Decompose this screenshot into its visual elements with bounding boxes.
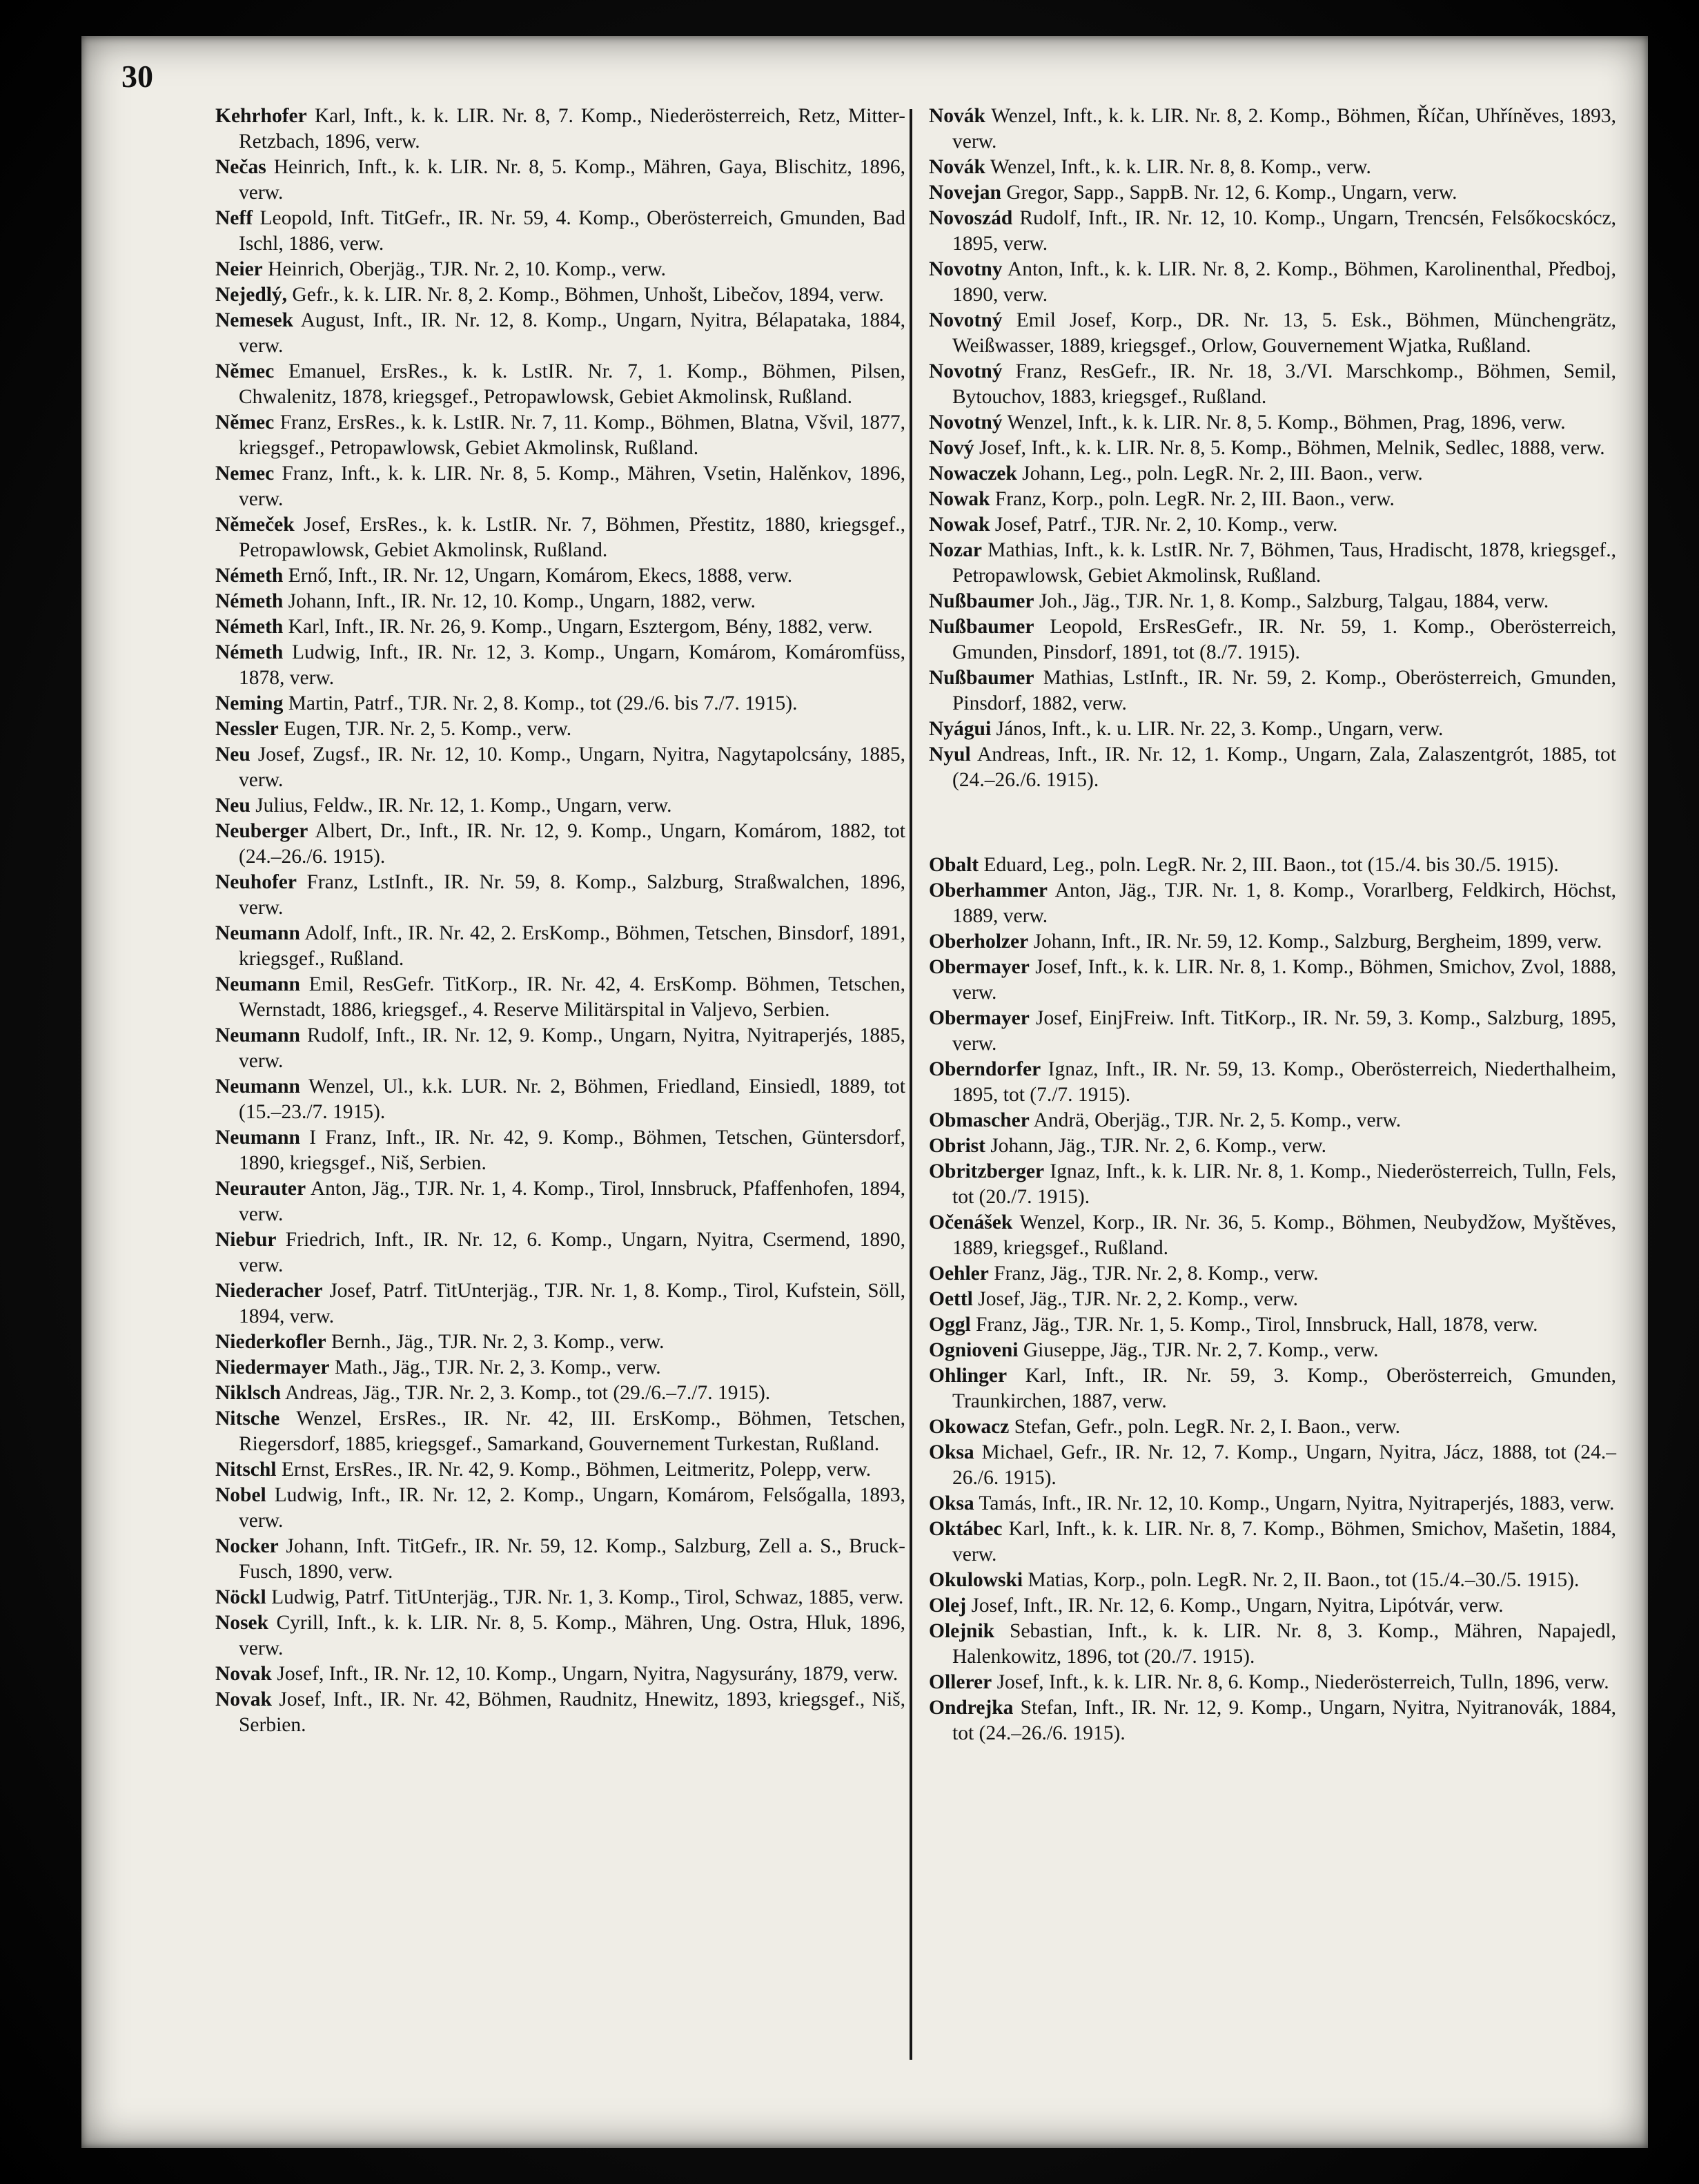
entry-surname: Nessler: [215, 718, 279, 740]
list-entry: [929, 852, 1616, 878]
entry-surname: Oberholzer: [929, 930, 1029, 953]
entry-surname: Ondrejka: [929, 1697, 1014, 1719]
entry-details: Rudolf, Inft., IR. Nr. 12, 9. Komp., Ungarn, Nyitra, Nyitraperjés, 1885, verw.: [239, 1024, 905, 1072]
entry-surname: Nußbaumer: [929, 590, 1034, 612]
list-entry: [215, 640, 905, 691]
entry-details: Josef, Inft., k. k. LIR. Nr. 8, 1. Komp., Böhmen, Smichov, Zvol, 1888, verw.: [952, 956, 1617, 1004]
entry-surname: Ognioveni: [929, 1339, 1019, 1361]
entry-details: Johann, Leg., poln. LegR. Nr. 2, III. Baon., verw.: [1022, 462, 1423, 485]
entry-surname: Nemesek: [215, 309, 294, 331]
entry-surname: Németh: [215, 590, 284, 612]
entry-surname: Novoszád: [929, 207, 1013, 229]
entry-surname: Nyul: [929, 743, 971, 766]
entry-surname: Němeček: [215, 514, 295, 536]
entry-details: Johann, Jäg., TJR. Nr. 2, 6. Komp., verw.: [990, 1135, 1327, 1157]
list-entry: [929, 1133, 1616, 1159]
entry-surname: Neumann: [215, 922, 300, 944]
section-gap: [929, 793, 1616, 852]
entry-details: Karl, Inft., IR. Nr. 59, 3. Komp., Oberösterreich, Gmunden, Traunkirchen, 1887, verw.: [952, 1365, 1616, 1412]
list-entry: [215, 1610, 905, 1661]
list-entry: [215, 921, 905, 972]
entry-surname: Ollerer: [929, 1671, 992, 1693]
entry-surname: Németh: [215, 565, 284, 587]
entry-details: Eugen, TJR. Nr. 2, 5. Komp., verw.: [284, 718, 572, 740]
list-entry: [929, 614, 1616, 665]
list-entry: [929, 1363, 1616, 1414]
entry-surname: Neming: [215, 692, 284, 714]
entry-details: Adolf, Inft., IR. Nr. 42, 2. ErsKomp., Böhmen, Tetschen, Binsdorf, 1891, kriegsgef., Rußland.: [239, 922, 906, 970]
entry-details: Wenzel, ErsRes., IR. Nr. 42, III. ErsKomp., Böhmen, Tetschen, Riegersdorf, 1885, kriegsgef., Samarkand, Gouvernement Turkestan, Rußland.: [239, 1407, 906, 1455]
list-entry: [929, 436, 1616, 461]
entry-details: Johann, Inft., IR. Nr. 59, 12. Komp., Salzburg, Bergheim, 1899, verw.: [1033, 930, 1602, 953]
entry-details: Gefr., k. k. LIR. Nr. 8, 2. Komp., Böhmen, Unhošt, Libečov, 1894, verw.: [292, 284, 884, 306]
entry-surname: Nöckl: [215, 1586, 266, 1608]
entry-surname: Nußbaumer: [929, 616, 1034, 638]
list-entry: [929, 1210, 1616, 1261]
list-entry: [215, 206, 905, 257]
entry-surname: Novak: [215, 1663, 272, 1685]
entry-surname: Neumann: [215, 1024, 300, 1046]
entry-surname: Novotný: [929, 411, 1003, 433]
entry-details: Johann, Inft., IR. Nr. 12, 10. Komp., Ungarn, 1882, verw.: [288, 590, 756, 612]
list-entry: [215, 1355, 905, 1381]
entry-details: Karl, Inft., IR. Nr. 26, 9. Komp., Ungarn, Esztergom, Bény, 1882, verw.: [288, 616, 873, 638]
entry-details: Josef, Patrf., TJR. Nr. 2, 10. Komp., verw.: [994, 514, 1338, 536]
entry-details: Mathias, Inft., k. k. LstIR. Nr. 7, Böhmen, Taus, Hradischt, 1878, kriegsgef., Petropawlowsk, Gebiet Akmolinsk, Rußland.: [952, 539, 1616, 587]
entry-details: Franz, LstInft., IR. Nr. 59, 8. Komp., Salzburg, Straßwalchen, 1896, verw.: [239, 871, 906, 919]
list-entry: [215, 282, 905, 308]
entry-surname: Nitschl: [215, 1459, 277, 1481]
list-entry: [215, 1125, 905, 1176]
entry-details: Friedrich, Inft., IR. Nr. 12, 6. Komp., Ungarn, Nyitra, Csermend, 1890, verw.: [239, 1229, 905, 1276]
entry-surname: Nowak: [929, 514, 990, 536]
list-entry: [929, 1261, 1616, 1287]
entry-surname: Nitsche: [215, 1407, 280, 1430]
entry-details: Andrä, Oberjäg., TJR. Nr. 2, 5. Komp., verw.: [1033, 1109, 1402, 1131]
list-entry: [929, 1057, 1616, 1108]
list-entry: [215, 742, 905, 793]
entry-surname: Niebur: [215, 1229, 277, 1251]
list-entry: [215, 563, 905, 589]
list-entry: [929, 308, 1616, 359]
entry-details: Ludwig, Patrf. TitUnterjäg., TJR. Nr. 1, 3. Komp., Tirol, Schwaz, 1885, verw.: [271, 1586, 904, 1608]
entry-details: Matias, Korp., poln. LegR. Nr. 2, II. Baon., tot (15./4.–30./5. 1915).: [1028, 1569, 1580, 1591]
entry-surname: Novotný: [929, 309, 1003, 331]
list-entry: [215, 1483, 905, 1534]
entry-details: János, Inft., k. u. LIR. Nr. 22, 3. Komp., Ungarn, verw.: [996, 718, 1444, 740]
list-entry: [215, 614, 905, 640]
entry-details: Andreas, Jäg., TJR. Nr. 2, 3. Komp., tot (29./6.–7./7. 1915).: [284, 1382, 771, 1404]
entry-details: August, Inft., IR. Nr. 12, 8. Komp., Ungarn, Nyitra, Bélapataka, 1884, verw.: [239, 309, 905, 357]
list-entry: [215, 1074, 905, 1125]
entry-surname: Okowacz: [929, 1416, 1010, 1438]
list-entry: [215, 104, 905, 155]
entry-details: Josef, Inft., IR. Nr. 12, 10. Komp., Ungarn, Nyitra, Nagysurány, 1879, verw.: [277, 1663, 898, 1685]
entry-details: Anton, Inft., k. k. LIR. Nr. 8, 2. Komp., Böhmen, Karolinenthal, Předboj, 1890, verw.: [952, 258, 1616, 306]
list-entry: [929, 206, 1616, 257]
entry-surname: Olejnik: [929, 1620, 995, 1642]
entry-details: Gregor, Sapp., SappB. Nr. 12, 6. Komp., Ungarn, verw.: [1006, 182, 1457, 204]
list-entry: [215, 1381, 905, 1406]
entry-surname: Oggl: [929, 1314, 971, 1336]
entry-surname: Neu: [215, 743, 251, 766]
entry-details: Mathias, LstInft., IR. Nr. 59, 2. Komp., Oberösterreich, Gmunden, Pinsdorf, 1882, verw.: [952, 667, 1616, 714]
entry-surname: Németh: [215, 616, 284, 638]
left-column: [215, 104, 905, 1738]
entry-details: Leopold, Inft. TitGefr., IR. Nr. 59, 4. Komp., Oberösterreich, Gmunden, Bad Ischl, 1886, verw.: [239, 207, 905, 255]
list-entry: [929, 1491, 1616, 1517]
list-entry: [929, 716, 1616, 742]
list-entry: [929, 742, 1616, 793]
entry-surname: Neumann: [215, 1127, 300, 1149]
entry-details: Ernő, Inft., IR. Nr. 12, Ungarn, Komárom, Ekecs, 1888, verw.: [288, 565, 793, 587]
entry-surname: Nocker: [215, 1535, 279, 1557]
entry-surname: Neumann: [215, 973, 300, 995]
entry-details: Karl, Inft., k. k. LIR. Nr. 8, 7. Komp., Böhmen, Smichov, Mašetin, 1884, verw.: [952, 1518, 1617, 1566]
entry-details: Johann, Inft. TitGefr., IR. Nr. 59, 12. Komp., Salzburg, Zell a. S., Bruck-Fusch, 1890, verw.: [239, 1535, 906, 1583]
entry-details: Rudolf, Inft., IR. Nr. 12, 10. Komp., Ungarn, Trencsén, Felsőkocskócz, 1895, verw.: [952, 207, 1617, 255]
list-entry: [929, 1414, 1616, 1440]
entry-surname: Nemec: [215, 462, 275, 485]
entry-surname: Novak: [215, 1688, 272, 1710]
list-entry: [929, 589, 1616, 614]
list-entry: [929, 665, 1616, 716]
entry-details: Franz, Inft., k. k. LIR. Nr. 8, 5. Komp., Mähren, Vsetin, Halěnkov, 1896, verw.: [239, 462, 906, 510]
entry-surname: Nosek: [215, 1612, 269, 1634]
entry-surname: Nußbaumer: [929, 667, 1034, 689]
entry-details: Andreas, Inft., IR. Nr. 12, 1. Komp., Ungarn, Zala, Zalaszentgrót, 1885, tot (24.–26./6. 1915).: [952, 743, 1616, 791]
entry-surname: Nejedlý,: [215, 284, 288, 306]
entry-details: Heinrich, Inft., k. k. LIR. Nr. 8, 5. Komp., Mähren, Gaya, Blischitz, 1896, verw.: [239, 156, 906, 204]
entry-surname: Nozar: [929, 539, 982, 561]
entry-details: Franz, ErsRes., k. k. LstIR. Nr. 7, 11. Komp., Böhmen, Blatna, Všvil, 1877, kriegsgef., Petropawlowsk, Gebiet Akmolinsk, Rußland.: [239, 411, 905, 459]
list-entry: [929, 929, 1616, 955]
entry-surname: Nečas: [215, 156, 266, 178]
entry-details: Josef, Inft., IR. Nr. 42, Böhmen, Raudnitz, Hnewitz, 1893, kriegsgef., Niš, Serbien.: [239, 1688, 905, 1736]
entry-surname: Ohlinger: [929, 1365, 1008, 1387]
entry-details: Franz, Korp., poln. LegR. Nr. 2, III. Baon., verw.: [994, 488, 1395, 510]
list-entry: [929, 1593, 1616, 1619]
entry-details: Josef, Inft., IR. Nr. 12, 6. Komp., Ungarn, Nyitra, Lipótvár, verw.: [971, 1595, 1504, 1617]
entry-surname: Obermayer: [929, 1007, 1030, 1029]
list-entry: [215, 1227, 905, 1278]
entry-surname: Očenášek: [929, 1211, 1013, 1234]
list-entry: [929, 1006, 1616, 1057]
entry-surname: Obmascher: [929, 1109, 1030, 1131]
entry-surname: Nobel: [215, 1484, 266, 1506]
entry-details: Josef, Inft., k. k. LIR. Nr. 8, 6. Komp., Niederösterreich, Tulln, 1896, verw.: [996, 1671, 1609, 1693]
list-entry: [215, 819, 905, 870]
entry-details: Wenzel, Korp., IR. Nr. 36, 5. Komp., Böhmen, Neubydžow, Myštěves, 1889, kriegsgef., Rußland.: [952, 1211, 1616, 1259]
entry-surname: Novotný: [929, 360, 1003, 382]
list-entry: [215, 1661, 905, 1687]
entry-surname: Novák: [929, 105, 985, 127]
entry-surname: Niederkofler: [215, 1331, 326, 1353]
list-entry: [929, 1568, 1616, 1593]
list-entry: [215, 1457, 905, 1483]
list-entry: [215, 691, 905, 716]
entry-surname: Novejan: [929, 182, 1001, 204]
list-entry: [215, 589, 905, 614]
entry-details: Anton, Jäg., TJR. Nr. 1, 8. Komp., Vorarlberg, Feldkirch, Höchst, 1889, verw.: [952, 879, 1617, 927]
list-entry: [215, 461, 905, 512]
entry-details: Ignaz, Inft., k. k. LIR. Nr. 8, 1. Komp., Niederösterreich, Tulln, Fels, tot (20./7. 1915).: [952, 1160, 1617, 1208]
list-entry: [215, 1687, 905, 1738]
entry-surname: Niklsch: [215, 1382, 282, 1404]
entry-surname: Niedermayer: [215, 1356, 330, 1378]
column-divider: [910, 109, 912, 2060]
entry-details: Ernst, ErsRes., IR. Nr. 42, 9. Komp., Böhmen, Leitmeritz, Polepp, verw.: [281, 1459, 872, 1481]
entry-surname: Novák: [929, 156, 985, 178]
entry-surname: Obrist: [929, 1135, 985, 1157]
list-entry: [929, 180, 1616, 206]
entry-details: Anton, Jäg., TJR. Nr. 1, 4. Komp., Tirol, Innsbruck, Pfaffenhofen, 1894, verw.: [239, 1178, 906, 1225]
list-entry: [929, 512, 1616, 538]
list-entry: [215, 410, 905, 461]
list-entry: [929, 1287, 1616, 1312]
list-entry: [929, 1619, 1616, 1670]
list-entry: [215, 512, 905, 563]
list-entry: [929, 1695, 1616, 1746]
list-entry: [215, 1176, 905, 1227]
list-entry: [929, 410, 1616, 436]
entry-details: Ludwig, Inft., IR. Nr. 12, 2. Komp., Ungarn, Komárom, Felsőgalla, 1893, verw.: [239, 1484, 906, 1532]
entry-details: Martin, Patrf., TJR. Nr. 2, 8. Komp., tot (29./6. bis 7./7. 1915).: [288, 692, 798, 714]
list-entry: [215, 155, 905, 206]
list-entry: [929, 257, 1616, 308]
entry-surname: Obalt: [929, 854, 979, 876]
list-entry: [929, 1312, 1616, 1338]
entry-details: Franz, Jäg., TJR. Nr. 2, 8. Komp., verw.: [994, 1262, 1319, 1285]
entry-surname: Neier: [215, 258, 263, 280]
entry-details: Josef, ErsRes., k. k. LstIR. Nr. 7, Böhmen, Přestitz, 1880, kriegsgef., Petropawlowsk, Gebiet Akmolinsk, Rußland.: [239, 514, 905, 561]
entry-details: Josef, Jäg., TJR. Nr. 2, 2. Komp., verw.: [978, 1288, 1299, 1310]
entry-surname: Okulowski: [929, 1569, 1023, 1591]
list-entry: [215, 359, 905, 410]
entry-surname: Nowak: [929, 488, 990, 510]
entry-surname: Kehrhofer: [215, 105, 307, 127]
entry-details: Michael, Gefr., IR. Nr. 12, 7. Komp., Ungarn, Nyitra, Jácz, 1888, tot (24.–26./6. 1915).: [952, 1441, 1617, 1489]
list-entry: [215, 1585, 905, 1610]
entry-surname: Novotny: [929, 258, 1003, 280]
entry-surname: Niederacher: [215, 1280, 323, 1302]
list-entry: [929, 878, 1616, 929]
entry-details: Emil, ResGefr. TitKorp., IR. Nr. 42, 4. ErsKomp. Böhmen, Tetschen, Wernstadt, 1886, kriegsgef., 4. Reserve Militärspital in Valjevo, Serbien.: [239, 973, 905, 1021]
list-entry: [215, 793, 905, 819]
entry-details: Josef, Zugsf., IR. Nr. 12, 10. Komp., Ungarn, Nyitra, Nagytapolcsány, 1885, verw.: [239, 743, 906, 791]
list-entry: [215, 308, 905, 359]
entry-details: Heinrich, Oberjäg., TJR. Nr. 2, 10. Komp., verw.: [268, 258, 666, 280]
entry-surname: Nyágui: [929, 718, 992, 740]
entry-surname: Neuberger: [215, 820, 308, 842]
list-entry: [929, 359, 1616, 410]
entry-surname: Obritzberger: [929, 1160, 1045, 1182]
entry-details: Ludwig, Inft., IR. Nr. 12, 3. Komp., Ungarn, Komárom, Komáromfüss, 1878, verw.: [239, 641, 905, 689]
entry-surname: Oksa: [929, 1441, 974, 1463]
entry-details: Albert, Dr., Inft., IR. Nr. 12, 9. Komp., Ungarn, Komárom, 1882, tot (24.–26./6. 1915).: [239, 820, 905, 868]
entry-surname: Oehler: [929, 1262, 989, 1285]
entry-details: Wenzel, Inft., k. k. LIR. Nr. 8, 5. Komp., Böhmen, Prag, 1896, verw.: [1007, 411, 1566, 433]
entry-details: Franz, Jäg., TJR. Nr. 1, 5. Komp., Tirol, Innsbruck, Hall, 1878, verw.: [976, 1314, 1538, 1336]
entry-details: Emil Josef, Korp., DR. Nr. 13, 5. Esk., Böhmen, Münchengrätz, Weißwasser, 1889, kriegsgef., Orlow, Gouvernement Wjatka, Rußland.: [952, 309, 1617, 357]
entry-details: Emanuel, ErsRes., k. k. LstIR. Nr. 7, 1. Komp., Böhmen, Pilsen, Chwalenitz, 1878, kriegsgef., Petropawlowsk, Gebiet Akmolinsk, Rußland.: [239, 360, 905, 408]
list-entry: [215, 972, 905, 1023]
entry-details: Wenzel, Inft., k. k. LIR. Nr. 8, 2. Komp., Böhmen, Říčan, Uhříněves, 1893, verw.: [952, 105, 1617, 153]
list-entry: [215, 1406, 905, 1457]
entry-details: Ignaz, Inft., IR. Nr. 59, 13. Komp., Oberösterreich, Niederthalheim, 1895, tot (7./7. 1915).: [952, 1058, 1617, 1106]
list-entry: [929, 487, 1616, 512]
entry-details: Josef, Patrf. TitUnterjäg., TJR. Nr. 1, 8. Komp., Tirol, Kufstein, Söll, 1894, verw.: [239, 1280, 905, 1327]
entry-surname: Oberhammer: [929, 879, 1048, 901]
right-column: [929, 104, 1616, 1746]
entry-details: Eduard, Leg., poln. LegR. Nr. 2, III. Baon., tot (15./4. bis 30./5. 1915).: [983, 854, 1559, 876]
list-entry: [215, 870, 905, 921]
entry-surname: Nový: [929, 437, 974, 459]
entry-details: Tamás, Inft., IR. Nr. 12, 10. Komp., Ungarn, Nyitra, Nyitraperjés, 1883, verw.: [979, 1492, 1615, 1514]
list-entry: [929, 1440, 1616, 1491]
list-entry: [929, 538, 1616, 589]
entry-surname: Olej: [929, 1595, 967, 1617]
list-entry: [215, 1278, 905, 1329]
entry-surname: Němec: [215, 360, 275, 382]
entry-details: Sebastian, Inft., k. k. LIR. Nr. 8, 3. Komp., Mähren, Napajedl, Halenkowitz, 1896, tot (20./7. 1915).: [952, 1620, 1617, 1668]
list-entry: [929, 1338, 1616, 1363]
list-entry: [929, 461, 1616, 487]
entry-surname: Oberndorfer: [929, 1058, 1041, 1080]
entry-details: Josef, EinjFreiw. Inft. TitKorp., IR. Nr. 59, 3. Komp., Salzburg, 1895, verw.: [952, 1007, 1616, 1055]
entry-details: Wenzel, Ul., k.k. LUR. Nr. 2, Böhmen, Friedland, Einsiedl, 1889, tot (15.–23./7. 1915).: [239, 1075, 906, 1123]
list-entry: [929, 1670, 1616, 1695]
list-entry: [929, 1159, 1616, 1210]
entry-surname: Neff: [215, 207, 253, 229]
entry-surname: Nowaczek: [929, 462, 1017, 485]
list-entry: [215, 1023, 905, 1074]
entry-details: Stefan, Gefr., poln. LegR. Nr. 2, I. Baon., verw.: [1014, 1416, 1401, 1438]
entry-details: Franz, ResGefr., IR. Nr. 18, 3./VI. Marschkomp., Böhmen, Semil, Bytouchov, 1883, kriegsgef., Rußland.: [952, 360, 1616, 408]
entry-surname: Oksa: [929, 1492, 974, 1514]
entry-details: Julius, Feldw., IR. Nr. 12, 1. Komp., Ungarn, verw.: [255, 794, 672, 817]
list-entry: [929, 155, 1616, 180]
list-entry: [215, 1329, 905, 1355]
entry-details: I Franz, Inft., IR. Nr. 42, 9. Komp., Böhmen, Tetschen, Güntersdorf, 1890, kriegsgef., Niš, Serbien.: [239, 1127, 905, 1174]
list-entry: [929, 955, 1616, 1006]
entry-details: Wenzel, Inft., k. k. LIR. Nr. 8, 8. Komp., verw.: [990, 156, 1371, 178]
entry-surname: Oettl: [929, 1288, 973, 1310]
list-entry: [929, 1517, 1616, 1568]
entry-surname: Oktábec: [929, 1518, 1003, 1540]
entry-details: Joh., Jäg., TJR. Nr. 1, 8. Komp., Salzburg, Talgau, 1884, verw.: [1039, 590, 1549, 612]
list-entry: [929, 1108, 1616, 1133]
entry-surname: Neu: [215, 794, 251, 817]
entry-details: Josef, Inft., k. k. LIR. Nr. 8, 5. Komp., Böhmen, Melnik, Sedlec, 1888, verw.: [979, 437, 1605, 459]
list-entry: [215, 716, 905, 742]
entry-details: Bernh., Jäg., TJR. Nr. 2, 3. Komp., verw.: [331, 1331, 665, 1353]
entry-details: Stefan, Inft., IR. Nr. 12, 9. Komp., Ungarn, Nyitra, Nyitranovák, 1884, tot (24.–26./6. 1915).: [952, 1697, 1617, 1744]
list-entry: [215, 1534, 905, 1585]
list-entry: [215, 257, 905, 282]
entry-details: Giuseppe, Jäg., TJR. Nr. 2, 7. Komp., verw.: [1023, 1339, 1379, 1361]
page-number: 30: [121, 59, 153, 94]
entry-surname: Neurauter: [215, 1178, 306, 1200]
entry-details: Math., Jäg., TJR. Nr. 2, 3. Komp., verw.: [334, 1356, 661, 1378]
entry-surname: Neuhofer: [215, 871, 297, 893]
list-entry: [929, 104, 1616, 155]
entry-details: Karl, Inft., k. k. LIR. Nr. 8, 7. Komp., Niederösterreich, Retz, Mitter-Retzbach, 1896, verw.: [239, 105, 906, 153]
entry-surname: Obermayer: [929, 956, 1030, 978]
entry-details: Leopold, ErsResGefr., IR. Nr. 59, 1. Komp., Oberösterreich, Gmunden, Pinsdorf, 1891, tot (8./7. 1915).: [952, 616, 1616, 663]
entry-details: Cyrill, Inft., k. k. LIR. Nr. 8, 5. Komp., Mähren, Ung. Ostra, Hluk, 1896, verw.: [239, 1612, 905, 1659]
entry-surname: Németh: [215, 641, 284, 663]
entry-surname: Neumann: [215, 1075, 300, 1098]
entry-surname: Němec: [215, 411, 275, 433]
